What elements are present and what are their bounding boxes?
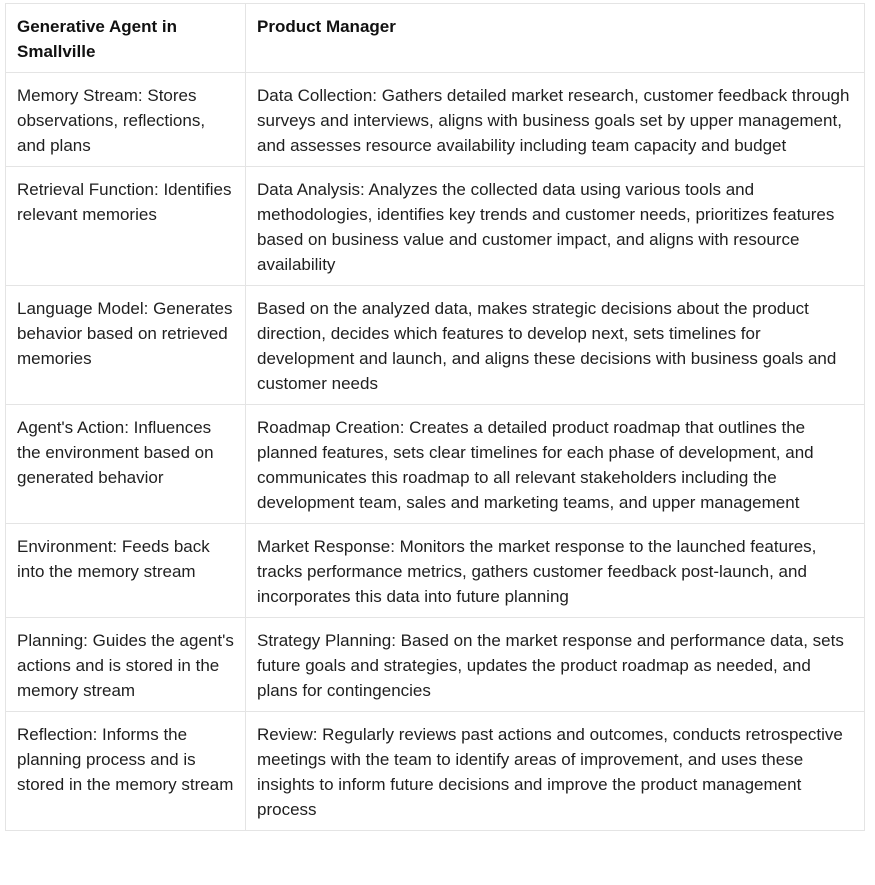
agent-cell: Reflection: Informs the planning process and is stored in the memory stream [6, 712, 246, 831]
pm-cell: Data Analysis: Analyzes the collected data using various tools and methodologies, identifies key trends and customer needs, prioritizes features based on business value and customer impact, and aligns with resource availability [246, 167, 865, 286]
comparison-table [5, 3, 865, 831]
pm-cell: Roadmap Creation: Creates a detailed product roadmap that outlines the planned features, sets clear timelines for each phase of development, and communicates this roadmap to all relevant stakeholders including the development team, sales and marketing teams, and upper management [246, 405, 865, 524]
table-header-row [6, 4, 865, 73]
table-row [6, 167, 865, 286]
table-row [6, 286, 865, 405]
pm-cell: Based on the analyzed data, makes strategic decisions about the product direction, decides which features to develop next, sets timelines for development and launch, and aligns these decisions with business goals and customer needs [246, 286, 865, 405]
pm-cell: Data Collection: Gathers detailed market research, customer feedback through surveys and interviews, aligns with business goals set by upper management, and assesses resource availability including team capacity and budget [246, 73, 865, 167]
header-generative-agent: Generative Agent in Smallville [6, 4, 246, 73]
agent-cell: Agent's Action: Influences the environment based on generated behavior [6, 405, 246, 524]
table-row [6, 405, 865, 524]
agent-cell: Planning: Guides the agent's actions and is stored in the memory stream [6, 618, 246, 712]
table-row [6, 618, 865, 712]
header-product-manager: Product Manager [246, 4, 865, 73]
table-row [6, 524, 865, 618]
pm-cell: Strategy Planning: Based on the market response and performance data, sets future goals and strategies, updates the product roadmap as needed, and plans for contingencies [246, 618, 865, 712]
agent-cell: Retrieval Function: Identifies relevant memories [6, 167, 246, 286]
agent-cell: Environment: Feeds back into the memory stream [6, 524, 246, 618]
table-row [6, 73, 865, 167]
table-row [6, 712, 865, 831]
pm-cell: Review: Regularly reviews past actions and outcomes, conducts retrospective meetings with the team to identify areas of improvement, and uses these insights to inform future decisions and improve the product management process [246, 712, 865, 831]
pm-cell: Market Response: Monitors the market response to the launched features, tracks performance metrics, gathers customer feedback post-launch, and incorporates this data into future planning [246, 524, 865, 618]
agent-cell: Language Model: Generates behavior based on retrieved memories [6, 286, 246, 405]
comparison-table-container [5, 3, 864, 831]
agent-cell: Memory Stream: Stores observations, reflections, and plans [6, 73, 246, 167]
